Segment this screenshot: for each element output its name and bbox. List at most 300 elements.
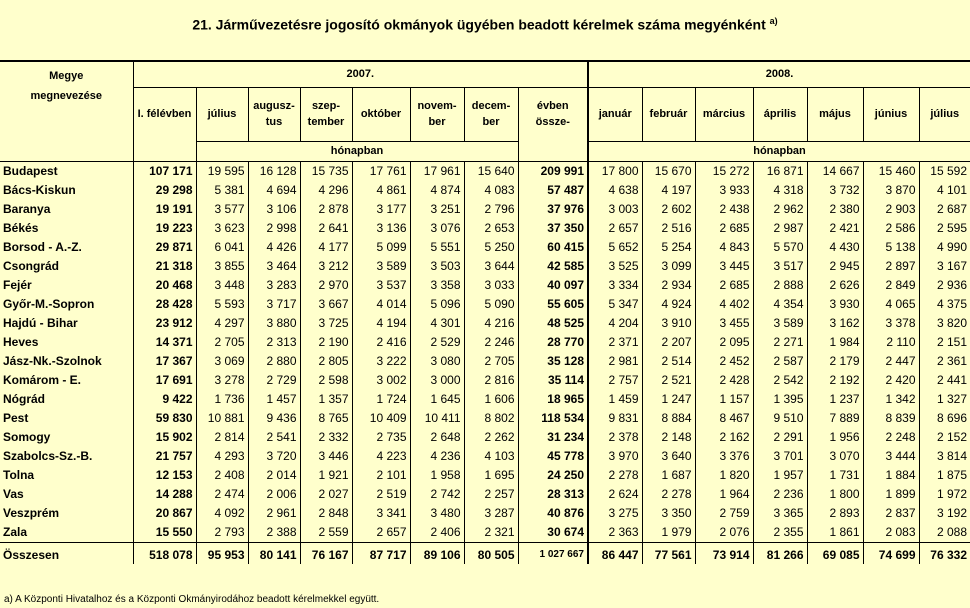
table-cell: 3 080 [410,352,464,371]
table-cell: 10 881 [196,409,248,428]
table-cell: 2 529 [410,333,464,352]
table-cell: 2 586 [863,219,919,238]
county-name: Összesen [0,542,133,564]
table-cell: 1 027 667 [518,542,588,564]
table-cell: 3 445 [695,257,753,276]
col-feb: február [642,87,695,141]
table-cell: 5 090 [464,295,518,314]
table-cell: 3 167 [936,259,967,273]
table-cell: 2 897 [863,257,919,276]
table-cell: 3 283 [248,276,300,295]
table-cell: 4 194 [352,314,410,333]
table-cell: 2 934 [642,276,695,295]
table-cell: 15 460 [863,161,919,181]
table-cell: 76 332 [919,542,970,564]
table-cell: 2 355 [753,523,807,543]
county-name: Jász-Nk.-Szolnok [0,352,133,371]
table-cell: 3 933 [695,181,753,200]
table-cell: 3 033 [464,276,518,295]
total-row [0,542,970,564]
table-cell: 40 097 [518,276,588,295]
table-cell: 3 069 [196,352,248,371]
table-cell: 4 924 [642,295,695,314]
table-cell: 5 381 [196,181,248,200]
table-cell: 15 902 [133,428,196,447]
table-cell: 1 964 [695,485,753,504]
table-cell: 4 197 [642,181,695,200]
table-cell: 59 830 [133,409,196,428]
table-cell: 3 503 [410,257,464,276]
table-cell: 5 593 [196,295,248,314]
table-cell: 3 623 [196,219,248,238]
table-cell: 2 236 [753,485,807,504]
table-cell: 17 691 [133,371,196,390]
table-cell: 1 957 [753,466,807,485]
county-name: Borsod - A.-Z. [0,238,133,257]
table-cell: 19 223 [133,219,196,238]
table-cell: 21 318 [133,257,196,276]
table-cell: 2 936 [936,278,967,292]
table-cell: 4 223 [352,447,410,466]
table-cell: 2 757 [588,371,642,390]
table-cell: 2 893 [807,504,863,523]
table-cell: 3 480 [410,504,464,523]
table-cell: 9 831 [588,409,642,428]
table-cell: 5 347 [588,295,642,314]
table-cell: 2 970 [300,276,352,295]
table-cell: 3 446 [300,447,352,466]
table-cell: 2 083 [863,523,919,543]
table-cell: 8 884 [642,409,695,428]
county-name: Vas [0,485,133,504]
table-cell: 3 701 [753,447,807,466]
table-cell: 19 595 [196,161,248,181]
county-name: Hajdú - Bihar [0,314,133,333]
table-cell: 15 550 [133,523,196,543]
table-cell: 4 430 [807,238,863,257]
table-cell: 37 976 [518,200,588,219]
table-title: 21. Járművezetésre jogosító okmányok ügyében beadott kérelmek száma megyénként $^{a)}$ [192,16,778,33]
table-cell: 2 361 [936,354,967,368]
table-cell: 2 657 [588,219,642,238]
table-cell: 3 870 [863,181,919,200]
table-cell: 2 541 [248,428,300,447]
col-jun: június [863,87,919,141]
table-cell: 1 695 [464,466,518,485]
table-cell: 2 474 [196,485,248,504]
col-sep: szep-tember [300,87,352,141]
table-cell: 3 930 [807,295,863,314]
county-name: Békés [0,219,133,238]
table-cell: 1 984 [807,333,863,352]
table-cell: 1 687 [642,466,695,485]
table-cell: 1 956 [807,428,863,447]
table-cell: 2 262 [464,428,518,447]
table-cell: 3 162 [807,314,863,333]
table-cell: 28 770 [518,333,588,352]
table-row [0,371,970,390]
table-cell: 4 236 [410,447,464,466]
table-cell: 2 380 [807,200,863,219]
table-cell: 3 350 [642,504,695,523]
table-cell: 69 085 [807,542,863,564]
table-cell: 209 991 [518,161,588,181]
table-cell: 3 287 [464,504,518,523]
table-cell: 2 406 [410,523,464,543]
table-cell: 2 903 [863,200,919,219]
table-cell: 2 363 [588,523,642,543]
table-cell: 2 602 [642,200,695,219]
table-cell: 16 128 [248,161,300,181]
table-cell: 2 624 [588,485,642,504]
table-cell: 3 334 [588,276,642,295]
table-cell: 1 861 [807,523,863,543]
county-name: Nógrád [0,390,133,409]
table-cell: 1 736 [196,390,248,409]
table-cell: 3 855 [196,257,248,276]
year-2007-header: 2007. [133,61,588,87]
table-row [0,295,970,314]
table-cell: 20 468 [133,276,196,295]
table-cell: 4 065 [863,295,919,314]
table-cell: 8 839 [863,409,919,428]
table-cell: 1 724 [352,390,410,409]
table-cell: 3 251 [410,200,464,219]
table-cell: 80 141 [248,542,300,564]
col-aug: augusz-tus [248,87,300,141]
table-cell: 7 889 [807,409,863,428]
table-cell: 3 076 [410,219,464,238]
table-cell: 60 415 [518,238,588,257]
table-cell: 3 136 [352,219,410,238]
table-cell: 3 365 [753,504,807,523]
table-cell: 2 542 [753,371,807,390]
table-row [0,333,970,352]
col-year: évben össze- [518,87,588,141]
table-cell: 2 595 [936,221,967,235]
table-cell: 3 880 [248,314,300,333]
table-cell: 2 878 [300,200,352,219]
table-cell: 15 272 [695,161,753,181]
table-cell: 4 204 [588,314,642,333]
col-oct: október [352,87,410,141]
table-cell: 2 179 [807,352,863,371]
table-cell: 2 101 [352,466,410,485]
table-cell: 2 006 [248,485,300,504]
county-name: Heves [0,333,133,352]
table-cell: 5 570 [753,238,807,257]
col-jul-2008: július [930,108,960,120]
table-cell: 8 467 [695,409,753,428]
table-cell: 2 076 [695,523,753,543]
table-cell: 21 757 [133,447,196,466]
table-cell: 3 640 [642,447,695,466]
table-cell: 2 151 [936,335,967,349]
table-cell: 18 965 [518,390,588,409]
table-row [0,161,970,181]
table-cell: 1 800 [807,485,863,504]
table-cell: 1 157 [695,390,753,409]
table-cell: 107 171 [133,161,196,181]
table-cell: 2 587 [753,352,807,371]
table-cell: 3 910 [642,314,695,333]
table-cell: 1 606 [464,390,518,409]
table-cell: 3 464 [248,257,300,276]
table-cell: 4 301 [410,314,464,333]
table-cell: 2 880 [248,352,300,371]
table-cell: 2 421 [807,219,863,238]
table-cell: 4 354 [753,295,807,314]
table-cell: 3 525 [588,257,642,276]
table-cell: 80 505 [464,542,518,564]
table-cell: 29 871 [133,238,196,257]
table-cell: 2 987 [753,219,807,238]
table-cell: 5 551 [410,238,464,257]
table-cell: 1 327 [936,392,967,406]
table-cell: 74 699 [863,542,919,564]
table-cell: 24 250 [518,466,588,485]
table-row [0,390,970,409]
table-cell: 1 958 [410,466,464,485]
table-cell: 8 696 [936,411,967,425]
table-cell: 35 114 [518,371,588,390]
table-cell: 10 409 [352,409,410,428]
monthly-2007-label: hónapban [196,141,518,161]
table-cell: 76 167 [300,542,352,564]
table-cell: 3 106 [248,200,300,219]
table-cell: 2 626 [807,276,863,295]
table-cell: 4 694 [248,181,300,200]
table-cell: 1 237 [807,390,863,409]
table-cell: 3 820 [936,316,967,330]
col-apr: április [753,87,807,141]
table-cell: 89 106 [410,542,464,564]
table-cell: 2 014 [248,466,300,485]
col-jul: július [196,87,248,141]
table-cell: 5 096 [410,295,464,314]
table-cell: 4 177 [300,238,352,257]
table-cell: 2 162 [695,428,753,447]
col-h1: I. félévben [133,87,196,141]
table-row [0,447,970,466]
county-name: Tolna [0,466,133,485]
table-cell: 2 321 [464,523,518,543]
table-cell: 4 990 [936,240,967,254]
table-cell: 1 731 [807,466,863,485]
col-h1-sub [133,141,196,161]
table-cell: 3 278 [196,371,248,390]
table-cell: 17 761 [352,161,410,181]
table-cell: 5 250 [464,238,518,257]
table-cell: 4 092 [196,504,248,523]
table-cell: 55 605 [518,295,588,314]
table-cell: 6 041 [196,238,248,257]
county-name: Pest [0,409,133,428]
table-cell: 2 793 [196,523,248,543]
table-cell: 2 246 [464,333,518,352]
table-cell: 2 438 [695,200,753,219]
table-cell: 73 914 [695,542,753,564]
table-cell: 4 216 [464,314,518,333]
table-cell: 2 428 [695,371,753,390]
table-row [0,257,970,276]
table-cell: 2 027 [300,485,352,504]
county-name: Fejér [0,276,133,295]
table-row [0,466,970,485]
table-cell: 1 459 [588,390,642,409]
county-name: Győr-M.-Sopron [0,295,133,314]
title-footnote-mark: a) [769,16,778,26]
table-cell: 4 101 [936,183,967,197]
table-cell: 86 447 [588,542,642,564]
table-cell: 4 103 [464,447,518,466]
table-cell: 95 953 [196,542,248,564]
table-cell: 3 002 [352,371,410,390]
table-cell: 2 313 [248,333,300,352]
table-cell: 4 297 [196,314,248,333]
table-row [0,181,970,200]
col-jan: január [588,87,642,141]
table-cell: 29 298 [133,181,196,200]
table-row [0,428,970,447]
table-cell: 1 899 [863,485,919,504]
table-cell: 2 095 [695,333,753,352]
table-cell: 3 537 [352,276,410,295]
table-cell: 2 981 [588,352,642,371]
data-table [0,60,970,564]
table-cell: 5 099 [352,238,410,257]
table-cell: 2 278 [588,466,642,485]
table-cell: 2 641 [300,219,352,238]
table-cell: 17 367 [133,352,196,371]
table-cell: 1 342 [863,390,919,409]
table-cell: 1 457 [248,390,300,409]
table-cell: 3 444 [863,447,919,466]
table-cell: 15 735 [300,161,352,181]
col-dec: decem-ber [464,87,518,141]
table-cell: 3 725 [300,314,352,333]
table-cell: 2 291 [753,428,807,447]
table-cell: 4 874 [410,181,464,200]
table-cell: 2 559 [300,523,352,543]
table-cell: 8 765 [300,409,352,428]
county-name: Zala [0,523,133,543]
table-cell: 1 357 [300,390,352,409]
table-cell: 3 070 [807,447,863,466]
table-cell: 42 585 [518,257,588,276]
table-cell: 15 640 [464,161,518,181]
table-cell: 3 275 [588,504,642,523]
table-cell: 2 416 [352,333,410,352]
table-cell: 118 534 [518,409,588,428]
table-cell: 2 248 [863,428,919,447]
table-cell: 3 455 [695,314,753,333]
table-cell: 4 402 [695,295,753,314]
table-cell: 3 589 [753,314,807,333]
table-cell: 3 667 [300,295,352,314]
table-cell: 2 516 [642,219,695,238]
county-name: Komárom - E. [0,371,133,390]
table-cell: 5 138 [863,238,919,257]
table-cell: 2 837 [863,504,919,523]
table-cell: 5 652 [588,238,642,257]
table-cell: 2 148 [642,428,695,447]
table-cell: 2 598 [300,371,352,390]
table-cell: 1 884 [863,466,919,485]
table-row [0,523,970,543]
year-2008-header: 2008. [588,61,970,87]
table-row [0,409,970,428]
table-cell: 2 192 [807,371,863,390]
table-cell: 2 447 [863,352,919,371]
table-cell: 2 408 [196,466,248,485]
table-cell: 17 961 [410,161,464,181]
table-cell: 2 816 [464,371,518,390]
table-cell: 1 972 [936,487,967,501]
table-cell: 3 378 [863,314,919,333]
table-cell: 30 674 [518,523,588,543]
table-cell: 2 271 [753,333,807,352]
table-cell: 2 705 [464,352,518,371]
table-cell: 4 083 [464,181,518,200]
table-cell: 15 592 [930,164,967,178]
table-row [0,314,970,333]
table-body [0,161,970,564]
table-cell: 14 288 [133,485,196,504]
table-cell: 2 657 [352,523,410,543]
table-cell: 4 638 [588,181,642,200]
table-cell: 4 843 [695,238,753,257]
table-cell: 81 266 [753,542,807,564]
col-nov: novem-ber [410,87,464,141]
table-cell: 12 153 [133,466,196,485]
table-cell: 9 510 [753,409,807,428]
table-cell: 2 420 [863,371,919,390]
table-cell: 2 388 [248,523,300,543]
table-cell: 2 849 [863,276,919,295]
county-name: Somogy [0,428,133,447]
table-cell: 2 962 [753,200,807,219]
table-cell: 48 525 [518,314,588,333]
county-name: Veszprém [0,504,133,523]
county-header: Megye megnevezése [0,61,133,161]
table-cell: 9 422 [133,390,196,409]
table-cell: 2 888 [753,276,807,295]
table-row [0,238,970,257]
table-cell: 1 875 [936,468,967,482]
table-cell: 4 014 [352,295,410,314]
table-cell: 1 979 [642,523,695,543]
col-year-sub [518,141,588,161]
table-cell: 4 318 [753,181,807,200]
table-cell: 3 192 [936,506,967,520]
table-cell: 3 717 [248,295,300,314]
table-cell: 2 110 [863,333,919,352]
table-cell: 2 814 [196,428,248,447]
county-name: Szabolcs-Sz.-B. [0,447,133,466]
table-cell: 2 371 [588,333,642,352]
table-row [0,504,970,523]
table-cell: 10 411 [410,409,464,428]
table-row [0,276,970,295]
table-cell: 1 645 [410,390,464,409]
table-cell: 2 848 [300,504,352,523]
table-row [0,219,970,238]
table-cell: 16 871 [753,161,807,181]
table-cell: 2 945 [807,257,863,276]
table-cell: 2 152 [936,430,967,444]
table-cell: 1 395 [753,390,807,409]
